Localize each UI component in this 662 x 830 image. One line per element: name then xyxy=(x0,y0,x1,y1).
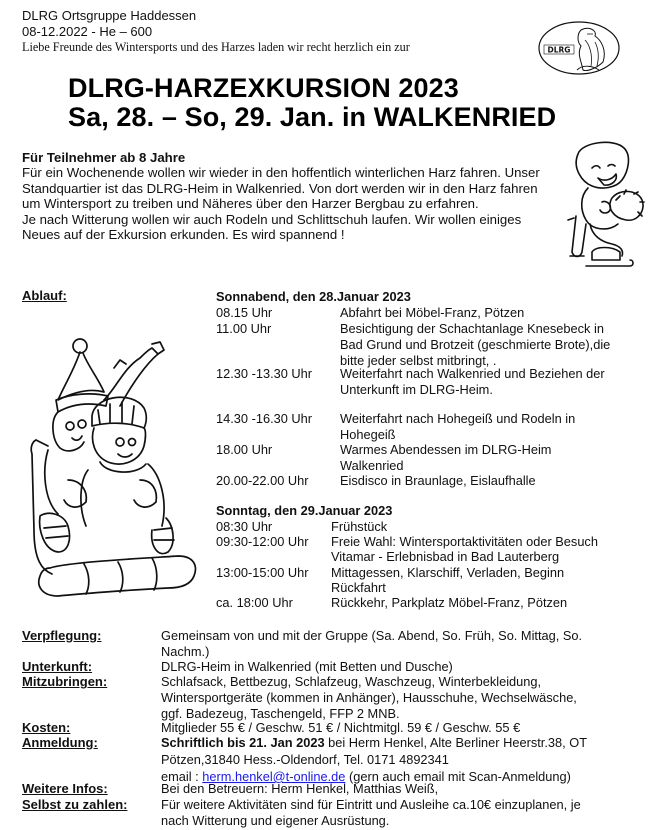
sled-icon xyxy=(28,330,198,600)
schedule-desc: Weiterfahrt nach Walkenried und Beziehen der xyxy=(340,366,605,381)
schedule-time: 14.30 -16.30 Uhr xyxy=(216,411,313,426)
ice-skater-illustration xyxy=(562,140,662,280)
verpflegung-label: Verpflegung: xyxy=(22,628,102,643)
schedule-desc: bitte jeder selbst mitbringt, . xyxy=(340,353,497,368)
weitere-infos-label: Weitere Infos: xyxy=(22,781,108,796)
schedule-desc: Freie Wahl: Wintersportaktivitäten oder Besuch xyxy=(331,534,598,549)
unterkunft-label: Unterkunft: xyxy=(22,659,93,674)
page-subtitle: Sa, 28. – So, 29. Jan. in WALKENRIED xyxy=(68,102,557,132)
intro-line: Für ein Wochenende wollen wir wieder in den hoffentlich winterlichen Harz fahren. Unser xyxy=(22,165,540,180)
verpflegung-value: Nachm.) xyxy=(161,644,210,659)
schedule-desc: Mittagessen, Klarschiff, Verladen, Beginn xyxy=(331,565,565,580)
anmeldung-label: Anmeldung: xyxy=(22,735,98,750)
schedule-time: 08:30 Uhr xyxy=(216,519,273,534)
logo-text: DLRG xyxy=(547,45,571,55)
email-link[interactable]: herm.henkel@t-online.de xyxy=(202,769,346,784)
schedule-time: 20.00-22.00 Uhr xyxy=(216,473,309,488)
sunday-heading: Sonntag, den 29.Januar 2023 xyxy=(216,503,393,518)
intro-line: Standquartier ist das DLRG-Heim in Walkenried. Von dort werden wir in den Harz fahren xyxy=(22,180,538,196)
invitation-line: Liebe Freunde des Wintersports und des Harzes laden wir recht herzlich ein zur xyxy=(22,40,410,54)
schedule-time: 11.00 Uhr xyxy=(216,321,272,336)
schedule-desc: Vitamar - Erlebnisbad in Bad Lauterberg xyxy=(331,549,560,564)
schedule-desc: Rückfahrt xyxy=(331,580,386,595)
mitzubringen-value: Wintersportgeräte (kommen in Anhänger), Hausschuhe, Wechselwäsche, xyxy=(161,690,577,705)
selbst-zu-zahlen-value: Für weitere Aktivitäten sind für Eintritt und Ausleihe ca.10€ einzuplanen, je xyxy=(161,797,581,812)
schedule-desc: Hohegeiß xyxy=(340,427,396,442)
mitzubringen-value: ggf. Badezeug, Taschengeld, FFP 2 MNB. xyxy=(161,706,400,721)
schedule-desc: Bad Grund und Brotzeit (geschmierte Brote),die xyxy=(340,337,611,352)
sled-children-illustration xyxy=(28,330,198,600)
email-prefix: email : xyxy=(161,769,203,784)
schedule-desc: Warmes Abendessen im DLRG-Heim xyxy=(340,442,552,457)
schedule-desc: Walkenried xyxy=(340,458,404,473)
eagle-logo-icon xyxy=(537,20,621,76)
anmeldung-address: bei Herm Henkel, Alte Berliner Heerstr.38, OT xyxy=(324,735,588,750)
schedule-desc: Besichtigung der Schachtanlage Knesebeck in xyxy=(340,321,604,336)
schedule-time: 13:00-15:00 Uhr xyxy=(216,565,309,580)
intro-line: Je nach Witterung wollen wir auch Rodeln und Schlittschuh laufen. Wir wollen einiges xyxy=(22,211,522,227)
intro-line: um Wintersport zu treiben und Näheres über den Harzer Bergbau zu erfahren. xyxy=(22,196,479,211)
schedule-desc: Weiterfahrt nach Hohegeiß und Rodeln in xyxy=(340,411,576,426)
skater-icon xyxy=(562,140,662,280)
selbst-zu-zahlen-value: nach Witterung und eigener Ausrüstung. xyxy=(161,813,390,828)
saturday-heading: Sonnabend, den 28.Januar 2023 xyxy=(216,289,411,304)
intro-line: Neues auf der Exkursion erkunden. Es wird spannend ! xyxy=(22,227,345,242)
org-name: DLRG Ortsgruppe Haddessen xyxy=(22,8,197,23)
schedule-desc: Unterkunft im DLRG-Heim. xyxy=(340,382,493,397)
verpflegung-value: Gemeinsam von und mit der Gruppe (Sa. Abend, So. Früh, So. Mittag, So. xyxy=(161,628,583,643)
schedule-time: 09:30-12:00 Uhr xyxy=(216,534,309,549)
schedule-time: 18.00 Uhr xyxy=(216,442,273,457)
mitzubringen-label: Mitzubringen: xyxy=(22,674,108,689)
schedule-desc: Eisdisco in Braunlage, Eislaufhalle xyxy=(340,473,536,488)
schedule-time: ca. 18:00 Uhr xyxy=(216,595,293,610)
email-suffix: (gern auch email mit Scan-Anmeldung) xyxy=(345,769,571,784)
anmeldung-line-2: Pötzen,31840 Hess.-Oldendorf, Tel. 0171 4892341 xyxy=(161,752,449,767)
selbst-zu-zahlen-label: Selbst zu zahlen: xyxy=(22,797,128,812)
unterkunft-value: DLRG-Heim in Walkenried (mit Betten und Dusche) xyxy=(161,659,453,674)
schedule-desc: Abfahrt bei Möbel-Franz, Pötzen xyxy=(340,305,525,320)
weitere-infos-value: Bei den Betreuern: Herm Henkel, Matthias Weiß, xyxy=(161,781,439,796)
intro-heading: Für Teilnehmer ab 8 Jahre xyxy=(22,150,186,165)
schedule-time: 12.30 -13.30 Uhr xyxy=(216,366,313,381)
anmeldung-deadline: Schriftlich bis 21. Jan 2023 xyxy=(161,735,325,750)
kosten-value: Mitglieder 55 € / Geschw. 51 € / Nichtmitgl. 59 € / Geschw. 55 € xyxy=(161,720,521,735)
ablauf-label: Ablauf: xyxy=(22,288,67,303)
anmeldung-line-1 xyxy=(161,735,587,751)
dlrg-logo xyxy=(537,20,621,76)
schedule-desc: Frühstück xyxy=(331,519,388,534)
schedule-desc: Rückkehr, Parkplatz Möbel-Franz, Pötzen xyxy=(331,595,568,610)
schedule-time: 08.15 Uhr xyxy=(216,305,273,320)
page-title: DLRG-HARZEXKURSION 2023 xyxy=(68,73,459,103)
mitzubringen-value: Schlafsack, Bettbezug, Schlafzeug, Waschzeug, Winterbekleidung, xyxy=(161,674,542,689)
reference-line: 08-12.2022 - He – 600 xyxy=(22,24,153,39)
kosten-label: Kosten: xyxy=(22,720,71,735)
